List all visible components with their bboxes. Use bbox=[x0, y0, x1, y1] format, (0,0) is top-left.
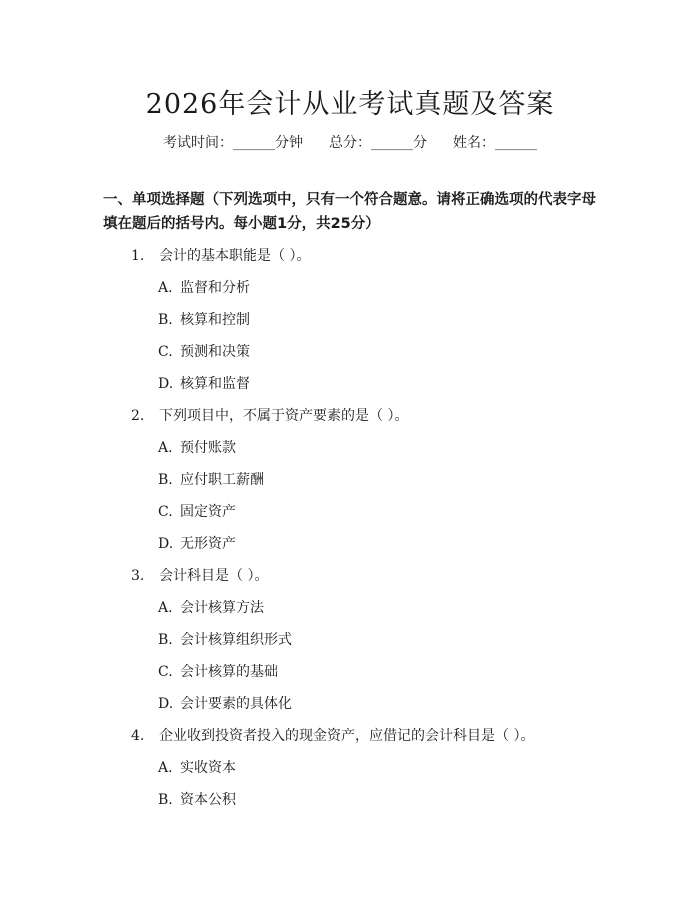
time-label: 考试时间： bbox=[163, 135, 233, 151]
question-number: 4. bbox=[131, 728, 145, 744]
score-label: 总分： bbox=[329, 135, 371, 151]
option-text: 预付账款 bbox=[180, 440, 236, 456]
option-3d bbox=[158, 693, 292, 713]
time-blank: ______ bbox=[233, 135, 275, 151]
option-letter: D. bbox=[158, 536, 174, 552]
question-text: 会计科目是（ ）。 bbox=[159, 568, 269, 584]
option-2d bbox=[158, 533, 236, 553]
question-number: 2. bbox=[131, 408, 145, 424]
question-text: 企业收到投资者投入的现金资产，应借记的会计科目是（ ）。 bbox=[159, 728, 535, 744]
option-letter: A. bbox=[158, 280, 173, 296]
option-letter: C. bbox=[158, 504, 173, 520]
question-3 bbox=[131, 565, 268, 585]
time-unit: 分钟 bbox=[275, 135, 303, 151]
option-text: 固定资产 bbox=[180, 504, 236, 520]
question-1 bbox=[131, 245, 310, 265]
option-letter: A. bbox=[158, 760, 173, 776]
option-3c bbox=[158, 661, 278, 681]
option-text: 预测和决策 bbox=[180, 344, 250, 360]
exam-info-line bbox=[0, 132, 700, 152]
option-3a bbox=[158, 597, 264, 617]
option-1c bbox=[158, 341, 250, 361]
question-2 bbox=[131, 405, 408, 425]
option-4a bbox=[158, 757, 236, 777]
option-text: 会计要素的具体化 bbox=[180, 696, 292, 712]
option-text: 监督和分析 bbox=[180, 280, 250, 296]
question-4 bbox=[131, 725, 534, 745]
name-blank: ______ bbox=[495, 135, 537, 151]
option-text: 实收资本 bbox=[180, 760, 236, 776]
option-letter: A. bbox=[158, 440, 173, 456]
option-letter: D. bbox=[158, 696, 174, 712]
option-text: 资本公积 bbox=[180, 792, 236, 808]
option-text: 会计核算组织形式 bbox=[180, 632, 292, 648]
option-letter: B. bbox=[158, 792, 173, 808]
option-4b bbox=[158, 789, 236, 809]
option-letter: D. bbox=[158, 376, 174, 392]
option-text: 核算和监督 bbox=[180, 376, 250, 392]
option-letter: C. bbox=[158, 664, 173, 680]
option-3b bbox=[158, 629, 292, 649]
option-text: 会计核算的基础 bbox=[180, 664, 278, 680]
option-text: 核算和控制 bbox=[180, 312, 250, 328]
option-1d bbox=[158, 373, 250, 393]
option-1b bbox=[158, 309, 250, 329]
option-1a bbox=[158, 277, 250, 297]
question-text: 下列项目中，不属于资产要素的是（ ）。 bbox=[159, 408, 409, 424]
question-text: 会计的基本职能是（ ）。 bbox=[159, 248, 311, 264]
option-text: 会计核算方法 bbox=[180, 600, 264, 616]
option-letter: B. bbox=[158, 632, 173, 648]
option-2c bbox=[158, 501, 236, 521]
name-label: 姓名： bbox=[453, 135, 495, 151]
option-letter: C. bbox=[158, 344, 173, 360]
question-number: 3. bbox=[131, 568, 145, 584]
option-text: 无形资产 bbox=[180, 536, 236, 552]
section-heading: 一、单项选择题（下列选项中，只有一个符合题意。请将正确选项的代表字母填在题后的括号内。每小题1分，共25分） bbox=[103, 192, 596, 232]
option-2b bbox=[158, 469, 264, 489]
option-letter: B. bbox=[158, 472, 173, 488]
option-text: 应付职工薪酬 bbox=[180, 472, 264, 488]
score-unit: 分 bbox=[413, 135, 427, 151]
question-number: 1. bbox=[131, 248, 145, 264]
page-title: 2026年会计从业考试真题及答案 bbox=[145, 89, 555, 120]
option-letter: A. bbox=[158, 600, 173, 616]
option-letter: B. bbox=[158, 312, 173, 328]
option-2a bbox=[158, 437, 236, 457]
score-blank: ______ bbox=[371, 135, 413, 151]
